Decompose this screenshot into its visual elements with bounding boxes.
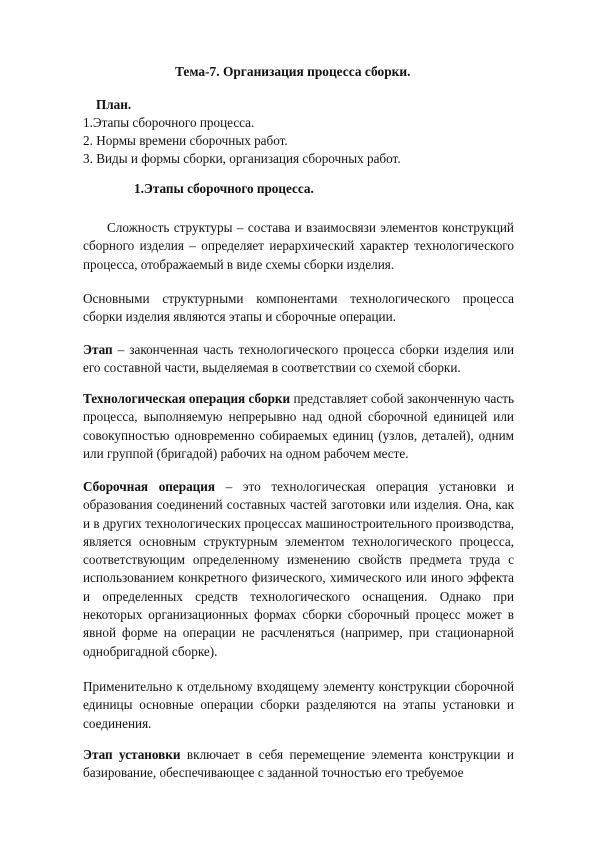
paragraph-text: включает в себя перемещение элемента конструкции и базирование, обеспечивающее с заданной точностью его требуемое (83, 747, 514, 781)
paragraph-text: Применительно к отдельному входящему элементу конструкции сборочной единицы основные операции сборки разделяются на этапы установки и соединения. (83, 679, 514, 731)
paragraph-text: представляет собой законченную часть процесса, выполняемую непрерывно над одной сборочной единицей или совокупностью одновременно собираемых единиц (узлов, деталей), одним или группой (бригадой) рабочих на одном рабочем месте. (83, 391, 514, 461)
plan-item: 2. Нормы времени сборочных работ. (83, 133, 288, 148)
paragraph-term: Этап (83, 342, 113, 357)
paragraph-term: Этап установки (83, 747, 181, 762)
section-heading: 1.Этапы сборочного процесса. (134, 181, 314, 196)
paragraph-term: Технологическая операция сборки (83, 391, 291, 406)
paragraph (83, 219, 514, 274)
paragraph (83, 290, 514, 327)
plan-heading: План. (96, 97, 132, 112)
paragraph (83, 341, 514, 378)
paragraph-term: Сборочная операция (83, 479, 215, 494)
paragraph (83, 746, 514, 783)
document-title: Тема-7. Организация процесса сборки. (175, 64, 411, 79)
plan-list (83, 114, 401, 168)
plan-item: 1.Этапы сборочного процесса. (83, 115, 255, 130)
paragraph-text: – законченная часть технологического процесса сборки изделия или его составной части, выделяемая в соответствии со схемой сборки. (83, 342, 514, 376)
paragraph-text: Основными структурными компонентами технологического процесса сборки изделия являются этапы и сборочные операции. (83, 291, 514, 325)
paragraph (83, 390, 514, 463)
plan-item: 3. Виды и формы сборки, организация сборочных работ. (83, 151, 401, 166)
paragraph-text: Сложность структуры – состава и взаимосвязи элементов конструкций сборного изделия – определяет иерархический характер технологического процесса, отображаемый в виде схемы сборки изделия. (83, 220, 514, 272)
paragraph-text: – это технологическая операция установки и образования соединений составных частей заготовки или изделия. Она, как и в других технологических процессах машиностроительного производства, является основным структурным элементом технологического процесса, соответствующим определенному изменению свойств предмета труда с использованием конкретного физического, химического или иного эффекта и определенных средств технологического оснащения. Однако при некоторых организационных формах сборки сборочный процесс может в явной форме на операции не расчленяться (например, при стационарной однобригадной сборке). (83, 479, 514, 659)
paragraph (83, 478, 514, 661)
paragraph (83, 678, 514, 733)
